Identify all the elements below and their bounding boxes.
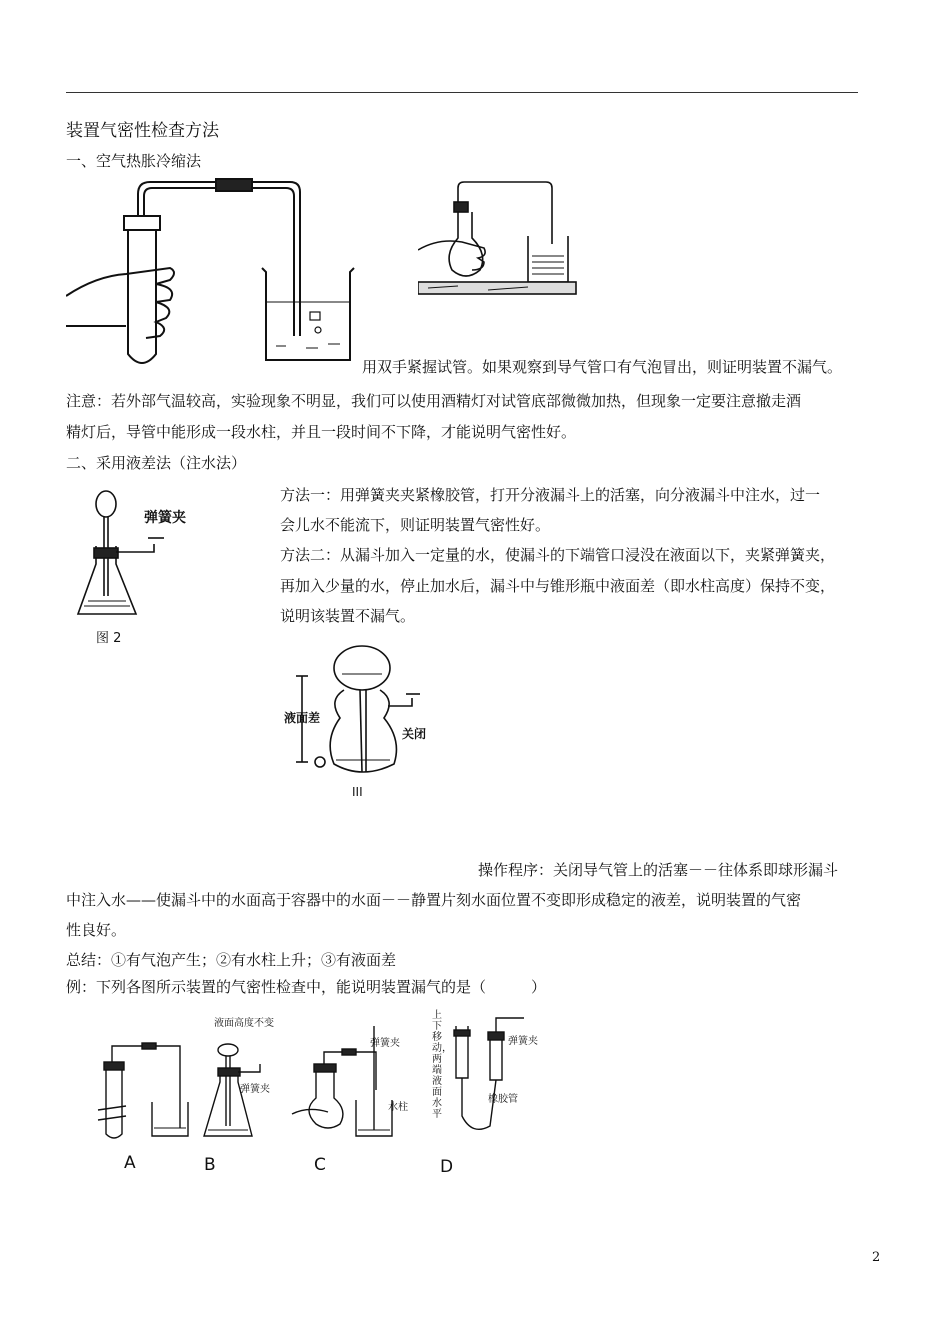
figure-example-abcd bbox=[92, 1006, 552, 1182]
example-d-tube: 橡胶管 bbox=[488, 1094, 518, 1105]
example-d-clip: 弹簧夹 bbox=[508, 1036, 538, 1047]
section1-text-line3: 精灯后，导管中能形成一段水柱，并且一段时间不下降，才能说明气密性好。 bbox=[66, 423, 577, 441]
method1-line2: 会儿水不能流下，则证明装置气密性好。 bbox=[280, 516, 551, 534]
section1-text-line2: 注意：若外部气温较高，实验现象不明显，我们可以使用酒精灯对试管底部微微加热，但现象一定要注意撤走酒 bbox=[66, 392, 802, 410]
method2-line3: 说明该装置不漏气。 bbox=[280, 607, 416, 625]
fig2-caption: 图 2 bbox=[96, 631, 122, 646]
example-c-water: 水柱 bbox=[388, 1102, 408, 1113]
procedure-line3: 性良好。 bbox=[66, 921, 127, 939]
method2-line1: 方法二：从漏斗加入一定量的水，使漏斗的下端管口浸没在液面以下，夹紧弹簧夹， bbox=[280, 546, 836, 564]
example-c-clip: 弹簧夹 bbox=[370, 1038, 400, 1049]
example-question: 例：下列各图所示装置的气密性检查中，能说明装置漏气的是（ ） bbox=[66, 978, 547, 996]
kipp-level-label: 液面差 bbox=[284, 711, 321, 725]
method2-line2: 再加入少量的水，停止加水后，漏斗中与锥形瓶中液面差（即水柱高度）保持不变， bbox=[280, 577, 836, 595]
page-number: 2 bbox=[872, 1250, 881, 1265]
section2-heading: 二、采用液差法（注水法） bbox=[66, 454, 247, 472]
kipp-close-label: 关闭 bbox=[402, 727, 427, 741]
figure-kipp-apparatus bbox=[284, 640, 444, 800]
method1-line1: 方法一：用弹簧夹夹紧橡胶管，打开分液漏斗上的活塞，向分液漏斗中注水，过一 bbox=[280, 486, 821, 504]
figure-flask-bench bbox=[418, 178, 578, 298]
figure-test-tube-hand bbox=[66, 176, 356, 376]
example-label-c: C bbox=[314, 1155, 326, 1175]
example-label-d: D bbox=[440, 1157, 454, 1177]
header-rule bbox=[66, 92, 858, 93]
example-d-note: 上下移动，两端液面水平 bbox=[432, 1010, 452, 1120]
kipp-caption: III bbox=[352, 785, 363, 799]
section1-heading: 一、空气热胀冷缩法 bbox=[66, 152, 202, 170]
page-title: 装置气密性检查方法 bbox=[66, 121, 219, 141]
summary-text: 总结：①有气泡产生；②有水柱上升；③有液面差 bbox=[66, 951, 397, 969]
fig2-clip-label: 弹簧夹 bbox=[144, 510, 186, 526]
procedure-line2: 中注入水——使漏斗中的水面高于容器中的水面－－静置片刻水面位置不变即形成稳定的液差，说明装置的气密 bbox=[66, 891, 802, 909]
figure-2-flask-clip bbox=[72, 486, 222, 650]
example-b-clip: 弹簧夹 bbox=[240, 1084, 270, 1095]
example-label-b: B bbox=[204, 1155, 216, 1175]
example-label-a: A bbox=[124, 1153, 136, 1173]
procedure-line1: 操作程序：关闭导气管上的活塞－－往体系即球形漏斗 bbox=[478, 861, 839, 879]
example-b-note: 液面高度不变 bbox=[214, 1018, 274, 1029]
section1-text-line1: 用双手紧握试管。如果观察到导气管口有气泡冒出，则证明装置不漏气。 bbox=[362, 358, 843, 376]
